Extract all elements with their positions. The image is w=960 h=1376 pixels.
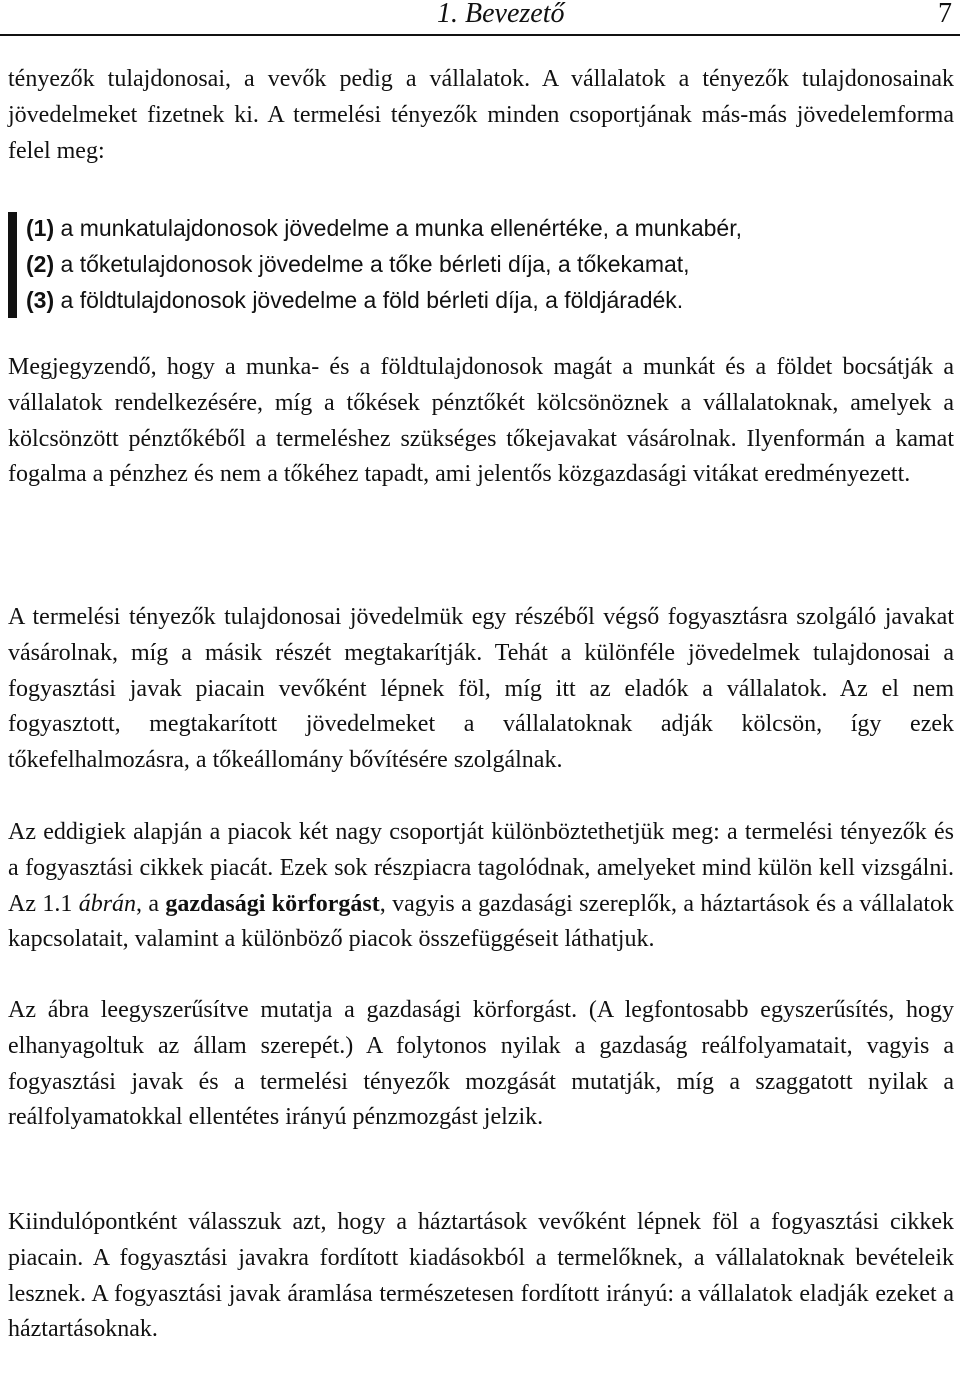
list-item-text: a tőketulajdonosok jövedelme a tőke bérleti díja, a tőkekamat, [60, 251, 690, 277]
list-item [26, 246, 742, 282]
list-item-number: (2) [26, 251, 55, 277]
intro-paragraph: tényezők tulajdonosai, a vevők pedig a vállalatok. A vállalatok a tényezők tulajdonosainak jövedelmeket fizetnek ki. A termelési tényezők minden csoportjának más-más jövedelemforma felel meg: [8, 66, 954, 164]
figure-reference: ábrán [78, 890, 137, 917]
page-number: 7 [938, 0, 952, 29]
paragraph-note: Megjegyzendő, hogy a munka- és a földtulajdonosok magát a munkát és a földet bocsátják a vállalatok rendelkezésére, míg a tőkések pénztőkét kölcsönöznek a vállalatoknak, amelyek a kölcsönzött pénztőkéből a termeléshez szükséges tőkejavakat vásárolnak. Ilyenformán a kamat fogalma a pénzhez és nem a tőkéhez tapadt, ami jelentős közgazdasági vitákat eredményezett. [8, 354, 954, 488]
income-list [26, 210, 742, 318]
key-term: gazdasági körforgást [165, 890, 380, 917]
paragraph-figure-description: Az ábra leegyszerűsítve mutatja a gazdasági körforgást. (A legfontosabb egyszerűsítés, hogy elhanyagoltuk az állam szerepét.) A folytonos nyilak a gazdaság reálfolyamatait, vagyis a fogyasztási javak és a termelési tényezők mozgását mutatják, míg a szaggatott nyilak a reálfolyamatokkal ellentétes irányú pénzmozgást jelzik. [8, 997, 954, 1131]
list-item-text: a munkatulajdonosok jövedelme a munka ellenértéke, a munkabér, [60, 215, 742, 241]
list-item-number: (1) [26, 215, 55, 241]
markets-text-end: , vagyis a gazdasági szereplők, a háztartások és a vállalatok kapcsolatait, valamint a különböző piacok összefüggéseit láthatjuk. [8, 890, 955, 953]
paragraph-markets [8, 815, 954, 958]
paragraph-starting-point: Kiindulópontként válasszuk azt, hogy a háztartások vevőként lépnek föl a fogyasztási cikkek piacain. A fogyasztási javakra fordított kiadásokból a termelőknek, a vállalatoknak bevételeik lesznek. A fogyasztási javak áramlása természetesen fordított irányú: a vállalatok eladják ezeket a háztartásoknak. [8, 1209, 954, 1343]
paragraph-income-use: A termelési tényezők tulajdonosai jövedelmük egy részéből végső fogyasztásra szolgáló javakat vásárolnak, míg a másik részét megtakarítják. Tehát a különféle jövedelmek tulajdonosai a fogyasztási javak piacain vevőként lépnek föl, míg itt az eladók a vállalatok. Az el nem fogyasztott, megtakarított jövedelmeket a vállalatoknak adják kölcsön, így ezek tőkefelhalmozásra, a tőkeállomány bővítésére szolgálnak. [8, 604, 954, 774]
markets-text-middle: , a [136, 890, 166, 917]
markets-text-start: Az eddigiek alapján a piacok két nagy csoportját különböztethetjük meg: a termelési tényezők és a fogyasztási cikkek piacát. Ezek sok részpiacra tagolódnak, amelyeket mind külön kell vizsgálni. Az 1.1 [8, 819, 954, 917]
margin-bar [8, 212, 17, 318]
income-list-block [8, 210, 948, 318]
list-item [26, 282, 742, 318]
list-item-number: (3) [26, 287, 55, 313]
page-header [0, 0, 960, 36]
list-item-text: a földtulajdonosok jövedelme a föld bérleti díja, a földjáradék. [60, 287, 684, 313]
list-item [26, 210, 742, 246]
chapter-title: 1. Bevezető [437, 0, 565, 29]
